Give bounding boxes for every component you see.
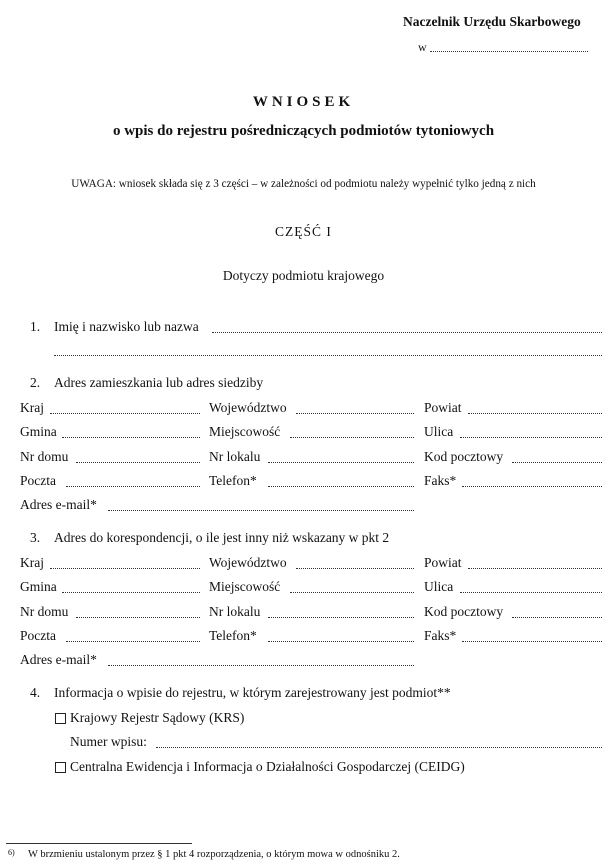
corr-locality-label: Miejscowość [209, 579, 281, 594]
corr-fax-field[interactable] [462, 641, 602, 642]
street-label: Ulica [424, 424, 454, 439]
name-label: Imię i nazwisko lub nazwa [54, 319, 199, 334]
corr-county-field[interactable] [468, 568, 602, 569]
corr-phone-field[interactable] [268, 641, 414, 642]
krs-checkbox[interactable] [55, 713, 66, 724]
footnote-marker: 6) [8, 848, 15, 857]
county-label: Powiat [424, 400, 462, 415]
postal-code-label: Kod pocztowy [424, 449, 504, 464]
postal-code-field[interactable] [512, 462, 602, 463]
entry-number-field[interactable] [156, 747, 602, 748]
name-field-continued[interactable] [54, 355, 602, 356]
commune-label: Gmina [20, 424, 57, 439]
section-2-number: 2. [30, 375, 41, 390]
country-field[interactable] [50, 413, 200, 414]
name-field[interactable] [212, 332, 602, 333]
apartment-number-field[interactable] [268, 462, 414, 463]
corr-apartment-number-label: Nr lokalu [209, 604, 261, 619]
corr-house-number-label: Nr domu [20, 604, 69, 619]
post-office-field[interactable] [66, 486, 200, 487]
country-label: Kraj [20, 400, 44, 415]
locality-label: Miejscowość [209, 424, 281, 439]
corr-commune-label: Gmina [20, 579, 57, 594]
commune-field[interactable] [62, 437, 200, 438]
corr-email-field[interactable] [108, 665, 414, 666]
part-heading: CZĘŚĆ I [275, 224, 332, 239]
ceidg-option-label: Centralna Ewidencja i Informacja o Działalności Gospodarczej (CEIDG) [70, 759, 465, 774]
addressee-authority: Naczelnik Urzędu Skarbowego [403, 14, 581, 29]
correspondence-section-label: Adres do korespondencji, o ile jest inny niż wskazany w pkt 2 [54, 530, 390, 545]
corr-street-label: Ulica [424, 579, 454, 594]
email-field[interactable] [108, 510, 414, 511]
email-label: Adres e-mail* [20, 497, 97, 512]
corr-country-label: Kraj [20, 555, 44, 570]
document-subtitle: o wpis do rejestru pośredniczących podmiotów tytoniowych [112, 123, 495, 139]
footnote-separator [6, 843, 192, 844]
corr-phone-label: Telefon* [209, 628, 257, 643]
fax-label: Faks* [424, 473, 457, 488]
corr-voivodeship-label: Województwo [209, 555, 287, 570]
part-description: Dotyczy podmiotu krajowego [222, 268, 385, 283]
corr-house-number-field[interactable] [76, 617, 200, 618]
corr-commune-field[interactable] [62, 592, 200, 593]
section-1-number: 1. [30, 319, 41, 334]
section-3-number: 3. [30, 530, 41, 545]
street-field[interactable] [460, 437, 602, 438]
corr-street-field[interactable] [460, 592, 602, 593]
ceidg-checkbox[interactable] [55, 762, 66, 773]
locality-field[interactable] [290, 437, 414, 438]
instructions-note: UWAGA: wniosek składa się z 3 części – w zależności od podmiotu należy wypełnić tylko jedną z nich [71, 178, 536, 190]
county-field[interactable] [468, 413, 602, 414]
footnote-text: W brzmieniu ustalonym przez § 1 pkt 4 rozporządzenia, o którym mowa w odnośniku 2. [28, 849, 400, 860]
address-section-label: Adres zamieszkania lub adres siedziby [54, 375, 264, 390]
krs-option-label: Krajowy Rejestr Sądowy (KRS) [70, 710, 245, 725]
corr-postal-code-label: Kod pocztowy [424, 604, 504, 619]
addressee-office-field[interactable] [430, 51, 588, 52]
section-4-number: 4. [30, 685, 41, 700]
corr-voivodeship-field[interactable] [296, 568, 414, 569]
house-number-field[interactable] [76, 462, 200, 463]
entry-number-label: Numer wpisu: [70, 734, 147, 749]
corr-postal-code-field[interactable] [512, 617, 602, 618]
phone-label: Telefon* [209, 473, 257, 488]
voivodeship-field[interactable] [296, 413, 414, 414]
addressee-w-label: w [418, 40, 427, 54]
registry-section-label: Informacja o wpisie do rejestru, w którym zarejestrowany jest podmiot** [54, 685, 451, 700]
voivodeship-label: Województwo [209, 400, 287, 415]
house-number-label: Nr domu [20, 449, 69, 464]
corr-county-label: Powiat [424, 555, 462, 570]
corr-locality-field[interactable] [290, 592, 414, 593]
corr-fax-label: Faks* [424, 628, 457, 643]
fax-field[interactable] [462, 486, 602, 487]
corr-post-office-label: Poczta [20, 628, 56, 643]
phone-field[interactable] [268, 486, 414, 487]
corr-email-label: Adres e-mail* [20, 652, 97, 667]
apartment-number-label: Nr lokalu [209, 449, 261, 464]
corr-country-field[interactable] [50, 568, 200, 569]
document-title: WNIOSEK [252, 94, 355, 110]
post-office-label: Poczta [20, 473, 56, 488]
corr-post-office-field[interactable] [66, 641, 200, 642]
corr-apartment-number-field[interactable] [268, 617, 414, 618]
